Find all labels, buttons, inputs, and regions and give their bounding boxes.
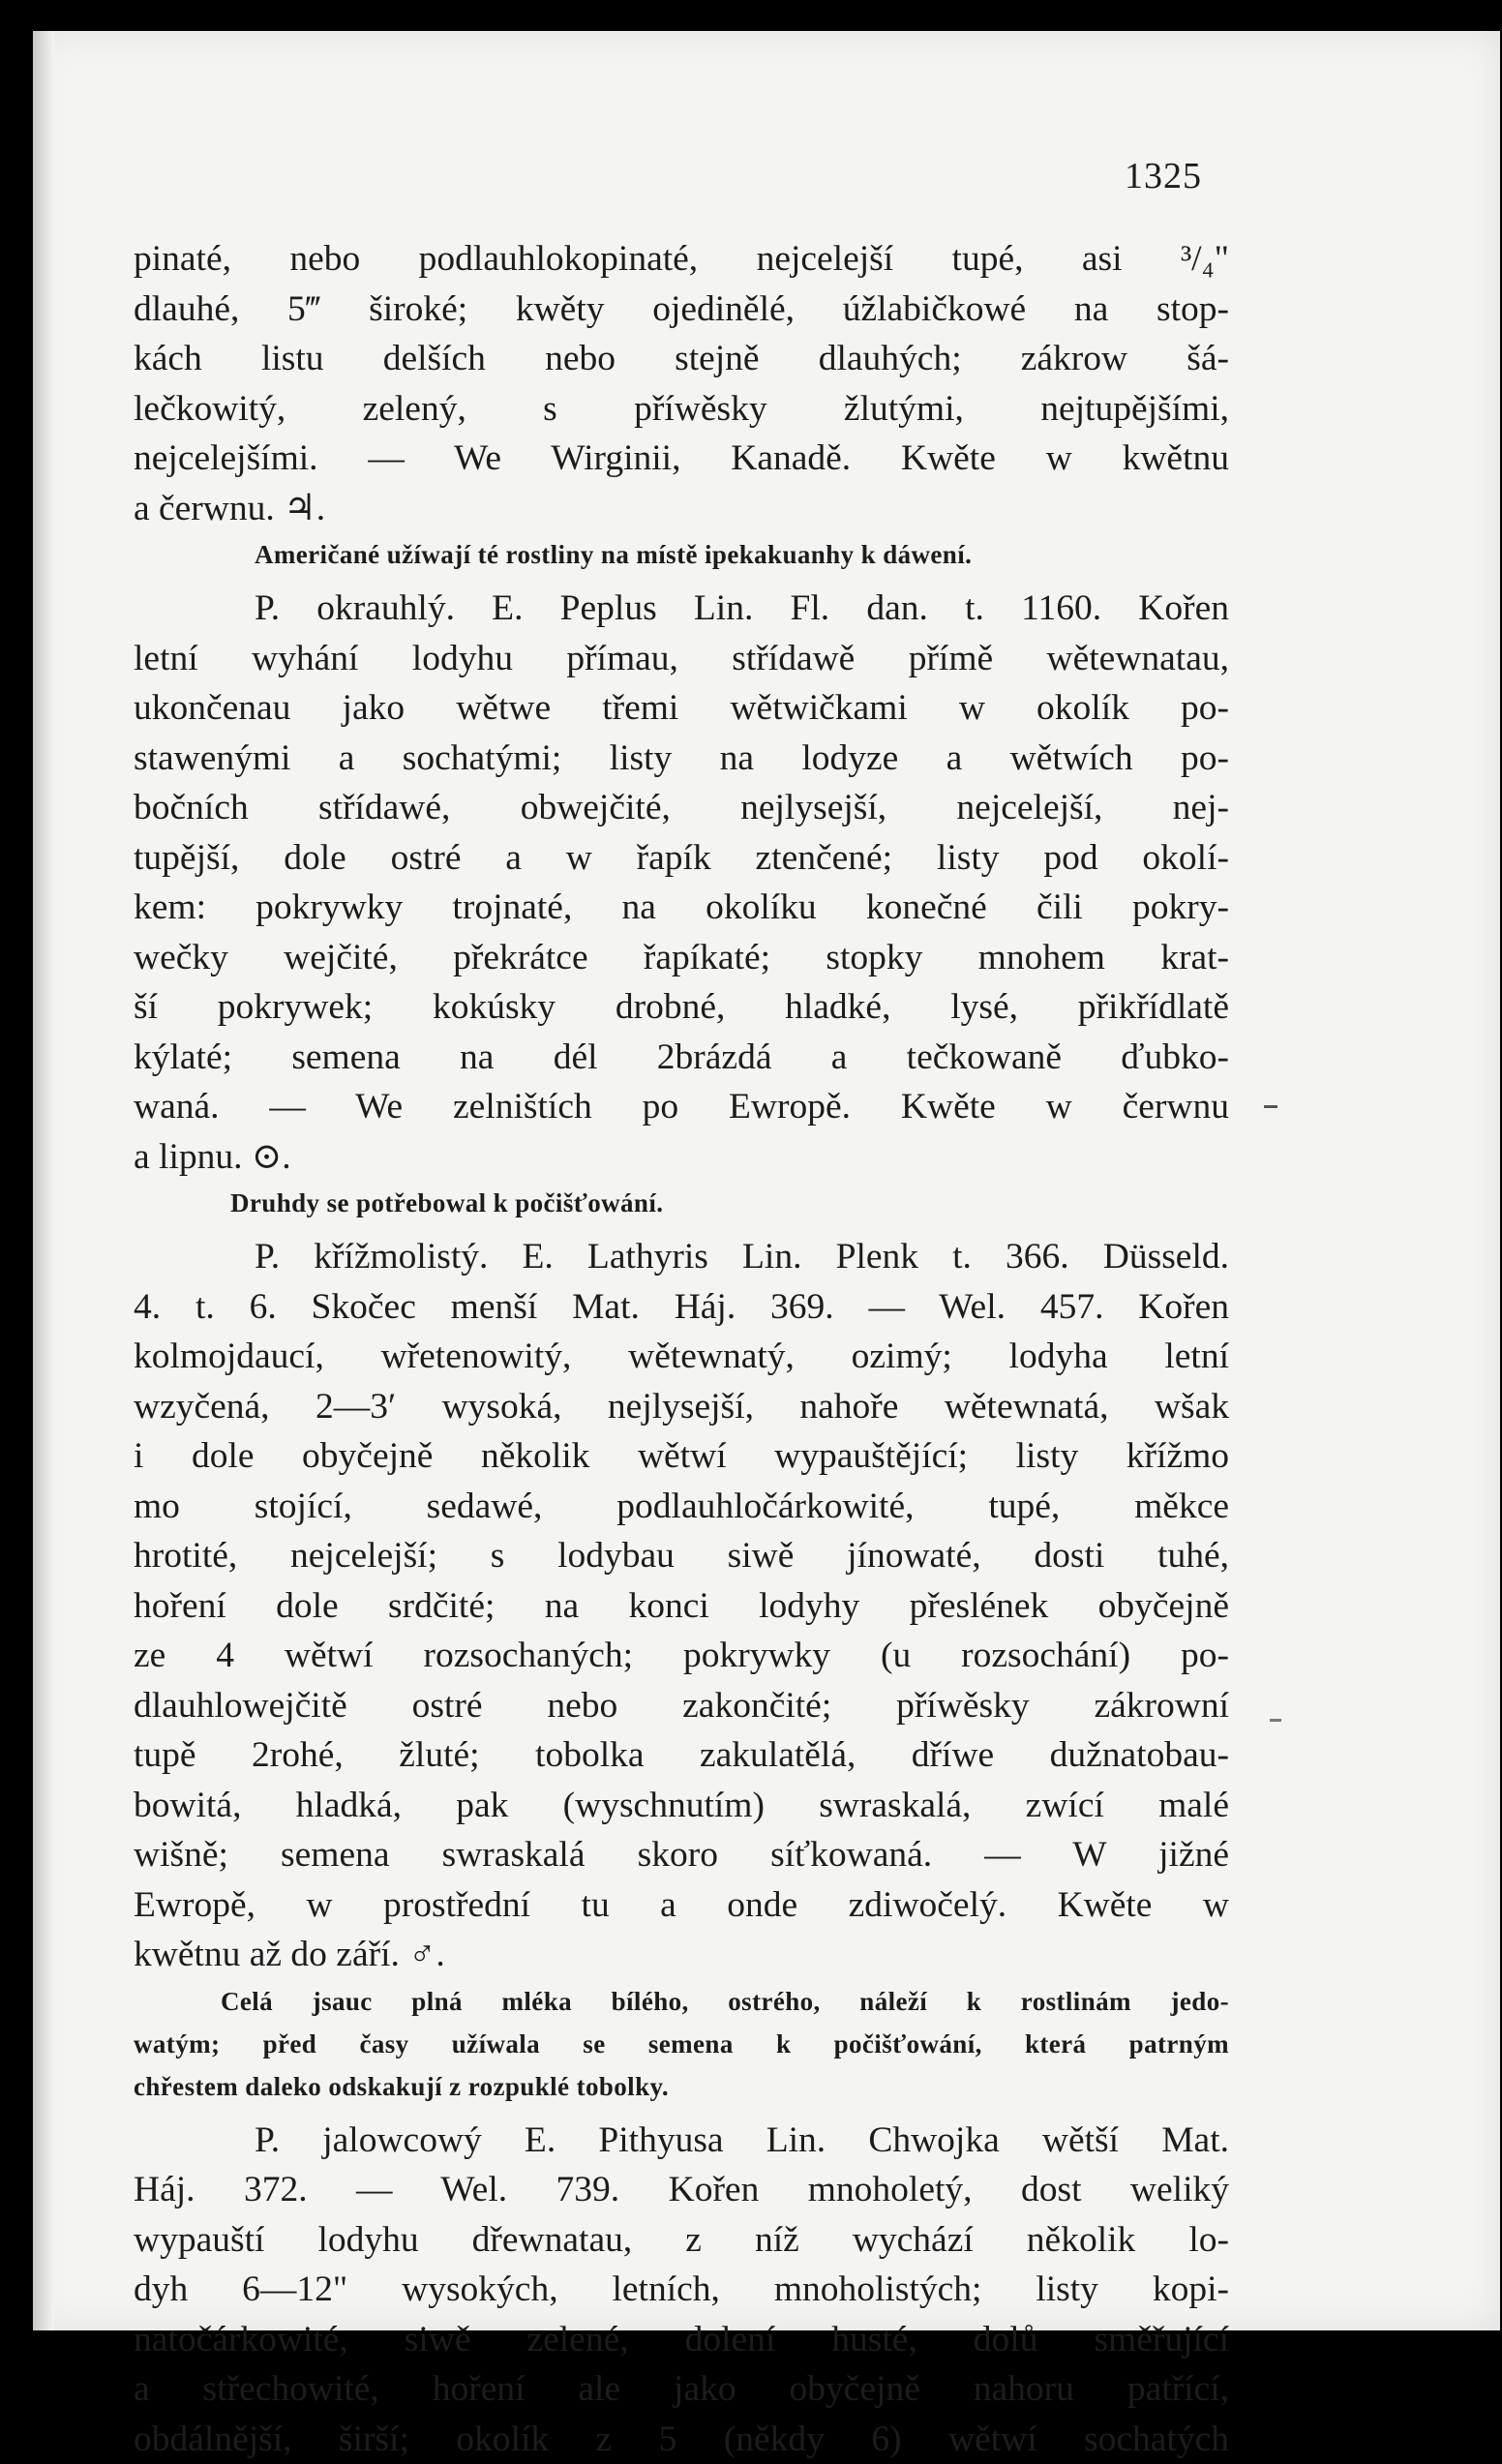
text-line: a lipnu. ⊙. xyxy=(134,1132,1229,1183)
body-text xyxy=(134,234,1229,2464)
text-line: wečky wejčité, překrátce řapíkaté; stopky mnohem krat- xyxy=(134,933,1229,983)
text-line: tupější, dole ostré a w řapík ztenčené; listy pod okolí- xyxy=(134,833,1229,884)
text-line: a čerwnu. ♃. xyxy=(134,484,1229,534)
text-line: bowitá, hladká, pak (wyschnutím) swraskalá, zwící malé xyxy=(134,1781,1229,1831)
text-line: obdálnější, širší; okolík z 5 (někdy 6) wětwí sochatých xyxy=(134,2415,1229,2464)
text-line: kách listu delších nebo stejně dlauhých; zákrow šá- xyxy=(134,334,1229,384)
footnote-line: chřestem daleko odskakují z rozpuklé tobolky. xyxy=(134,2065,1229,2108)
text-line: dlauhlowejčitě ostré nebo zakončité; příwěsky zákrowní xyxy=(134,1681,1229,1731)
text-line: bočních střídawé, obwejčité, nejlysejší, nejcelejší, nej- xyxy=(134,783,1229,833)
text-line: Ewropě, w prostřední tu a onde zdiwočelý. Kwěte w xyxy=(134,1880,1229,1931)
text-line: ze 4 wětwí rozsochaných; pokrywky (u rozsochání) po- xyxy=(134,1631,1229,1681)
text-line: dyh 6—12" wysokých, letních, mnoholistých; listy kopi- xyxy=(134,2265,1229,2315)
page-number: 1325 xyxy=(1105,155,1202,197)
text-line: mo stojící, sedawé, podlauhločárkowité, tupé, měkce xyxy=(134,1482,1229,1532)
text-line: pinaté, nebo podlauhlokopinaté, nejcelejší tupé, asi ³/₄" xyxy=(134,234,1229,285)
footnote-line: Druhdy se potřebowal k počišťowání. xyxy=(134,1182,1229,1224)
text-line: waná. — We zelništích po Ewropě. Kwěte w čerwnu xyxy=(134,1082,1229,1132)
footnote-line: Američané užíwají té rostliny na místě ipekakuanhy k dáwení. xyxy=(134,533,1229,576)
margin-mark xyxy=(1270,1719,1281,1722)
text-line: wypauští lodyhu dřewnatau, z níž wychází několik lo- xyxy=(134,2215,1229,2266)
text-line: i dole obyčejně několik wětwí wypauštějící; listy křížmo xyxy=(134,1431,1229,1482)
text-line: wzyčená, 2—3′ wysoká, nejlysejší, nahoře wětewnatá, wšak xyxy=(134,1382,1229,1432)
book-page xyxy=(33,31,1500,2330)
text-line: Háj. 372. — Wel. 739. Kořen mnoholetý, dost weliký xyxy=(134,2165,1229,2215)
text-line: ukončenau jako wětwe třemi wětwičkami w okolík po- xyxy=(134,683,1229,734)
text-line: ší pokrywek; kokúsky drobné, hladké, lysé, přikřídlatě xyxy=(134,982,1229,1033)
text-line: P. jalowcowý E. Pithyusa Lin. Chwojka wětší Mat. xyxy=(134,2116,1229,2166)
text-line: 4. t. 6. Skočec menší Mat. Háj. 369. — Wel. 457. Kořen xyxy=(134,1282,1229,1333)
text-line: nejcelejšími. — We Wirginii, Kanadě. Kwěte w kwětnu xyxy=(134,434,1229,484)
text-line: lečkowitý, zelený, s příwěsky žlutými, nejtupějšími, xyxy=(134,384,1229,435)
text-line: kem: pokrywky trojnaté, na okolíku konečné čili pokry- xyxy=(134,883,1229,933)
page-gutter-shadow xyxy=(33,31,54,2330)
text-line: kwětnu až do září. ♂. xyxy=(134,1930,1229,1980)
margin-mark xyxy=(1264,1105,1277,1108)
text-line: P. křížmolistý. E. Lathyris Lin. Plenk t. 366. Düsseld. xyxy=(134,1232,1229,1282)
text-line: wišně; semena swraskalá skoro síťkowaná. — W jižné xyxy=(134,1830,1229,1880)
text-line: P. okrauhlý. E. Peplus Lin. Fl. dan. t. 1160. Kořen xyxy=(134,584,1229,634)
footnote-line: watým; před časy užíwala se semena k počišťowání, která patrným xyxy=(134,2023,1229,2065)
text-line: kolmojdaucí, wřetenowitý, wětewnatý, ozimý; lodyha letní xyxy=(134,1332,1229,1382)
text-line: tupě 2rohé, žluté; tobolka zakulatělá, dříwe dužnatobau- xyxy=(134,1730,1229,1781)
text-line: a střechowité, hoření ale jako obyčejně nahoru patřící, xyxy=(134,2364,1229,2415)
footnote-line: Celá jsauc plná mléka bílého, ostrého, náleží k rostlinám jedo- xyxy=(134,1980,1229,2023)
text-line: hrotité, nejcelejší; s lodybau siwě jínowaté, dosti tuhé, xyxy=(134,1531,1229,1581)
text-line: kýlaté; semena na dél 2brázdá a tečkowaně ďubko- xyxy=(134,1033,1229,1083)
text-line: stawenými a sochatými; listy na lodyze a wětwích po- xyxy=(134,734,1229,784)
text-line: dlauhé, 5‴ široké; kwěty ojedinělé, úžlabičkowé na stop- xyxy=(134,285,1229,335)
text-line: letní wyhání lodyhu přímau, střídawě přímě wětewnatau, xyxy=(134,634,1229,684)
text-line: natočárkowité, siwě zelené, dolení husté, dolů směřující xyxy=(134,2315,1229,2365)
text-line: hoření dole srdčité; na konci lodyhy přeslének obyčejně xyxy=(134,1581,1229,1632)
